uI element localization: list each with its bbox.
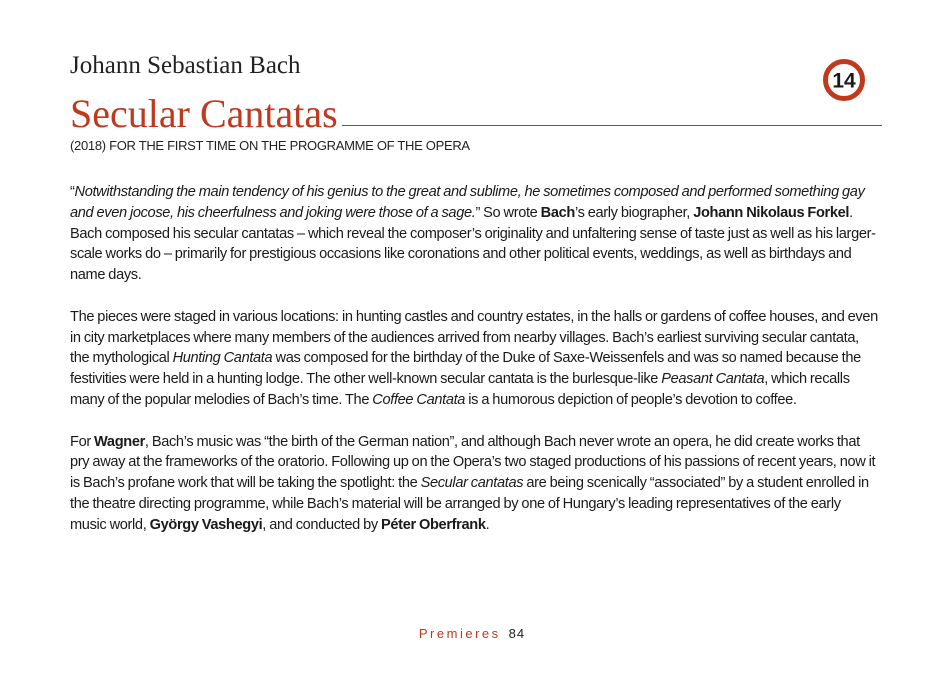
name-forkel: Johann Nikolaus Forkel xyxy=(693,204,850,221)
text-span: is a humorous depiction of people’s devotion to coffee. xyxy=(465,391,797,408)
text-span: The pieces were staged in various locations: in hunting castles and country estates, in the halls or gardens of coffee houses, and even in city marketplaces where many members of the audiences arrived from nearby villages. Bach’s earliest surviving secular cantata, the mythological xyxy=(70,308,878,367)
name-oberfrank: Péter Oberfrank xyxy=(381,516,486,533)
paragraph-3 xyxy=(70,432,880,536)
page-footer xyxy=(0,626,944,641)
name-wagner: Wagner xyxy=(94,433,145,450)
age-rating-badge-icon xyxy=(822,58,866,102)
text-span: , which recalls many of the popular melodies of Bach’s time. The xyxy=(70,371,850,408)
text-span: For xyxy=(70,433,95,450)
age-rating-text: 14 xyxy=(832,69,856,93)
title-hunting-cantata: Hunting Cantata xyxy=(172,350,273,367)
page-title: Secular Cantatas xyxy=(70,91,338,136)
title-coffee-cantata: Coffee Cantata xyxy=(372,391,466,408)
footer-section-label: Premieres xyxy=(418,626,501,641)
forkel-quote: Notwithstanding the main tendency of his genius to the great and sublime, he sometimes composed and performed something gay and even jocose, his cheerfulness and joking were those of a sage. xyxy=(70,184,865,221)
title-rule xyxy=(342,125,882,126)
article-body xyxy=(70,182,880,556)
open-quote: “ xyxy=(70,184,75,200)
text-span: . Bach composed his secular cantatas – which reveal the composer’s originality and unfaltering sense of taste just as well as his larger-scale works do – primarily for prestigious occasions like coronations and other political events, weddings, as well as birthdays and name days. xyxy=(70,204,876,284)
paragraph-2 xyxy=(70,307,880,411)
title-peasant-cantata: Peasant Cantata xyxy=(661,371,765,388)
close-quote: ” So wrote xyxy=(475,204,541,221)
text-span: ’s early biographer, xyxy=(574,204,694,221)
text-span: , Bach’s music was “the birth of the German nation”, and although Bach never wrote an opera, he did create works that pry away at the frameworks of the oratorio. Following up on the Opera’s two staged productions of his passions of recent years, now it is Bach’s profane work that will be taking the spotlight: the xyxy=(70,433,876,492)
production-subtitle: (2018) FOR THE FIRST TIME ON THE PROGRAMME OF THE OPERA xyxy=(70,138,470,153)
text-span: , and conducted by xyxy=(262,516,382,533)
title-secular-cantatas: Secular cantatas xyxy=(420,475,524,492)
text-span: . xyxy=(485,516,490,533)
composer-name: Johann Sebastian Bach xyxy=(70,52,301,79)
name-vashegyi: György Vashegyi xyxy=(149,516,263,533)
paragraph-1 xyxy=(70,182,880,286)
text-span: was composed for the birthday of the Duke of Saxe-Weissenfels and was so named because the festivities were held in a hunting lodge. The other well-known secular cantata is the burlesque-like xyxy=(70,350,861,388)
text-span: are being scenically “associated” by a student enrolled in the theatre directing programme, while Bach’s material will be arranged by one of Hungary’s leading representatives of the early music world, xyxy=(70,475,869,533)
name-bach: Bach xyxy=(540,204,575,221)
page-number: 84 xyxy=(508,626,526,641)
title-row xyxy=(70,90,882,134)
